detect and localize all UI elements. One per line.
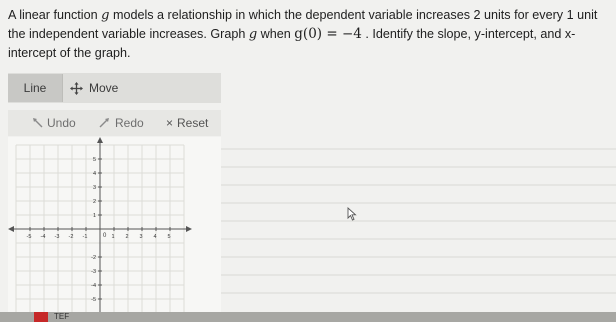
undo-label: Undo (47, 116, 76, 130)
y-tick-label: -2 (91, 255, 96, 261)
function-name-g: g (101, 8, 110, 23)
x-tick-label: 1 (111, 234, 115, 240)
x-tick-label: -5 (26, 234, 32, 240)
y-tick-label: 3 (92, 185, 96, 191)
y-tick-label: 5 (92, 157, 96, 163)
y-tick-label: -3 (91, 269, 96, 275)
bottom-taskbar (0, 312, 616, 322)
y-tick-label: 2 (92, 199, 96, 205)
move-tool-button[interactable] (70, 74, 118, 102)
x-tick-label: 5 (167, 234, 171, 240)
bottom-text: TEF (54, 312, 70, 321)
mouse-pointer-icon (347, 207, 357, 221)
y-tick-label: 1 (92, 213, 96, 219)
y-axis-arrow-up (97, 137, 103, 143)
function-name-g-2: g (248, 27, 258, 42)
reset-x-icon: × (166, 116, 174, 130)
redo-arrow-icon (99, 118, 111, 128)
undo-arrow-icon (31, 118, 43, 128)
line-tool-label: Line (23, 81, 47, 95)
question-part-4: . Identify the slope, y-intercept, and x-intercept of the graph. (8, 27, 576, 60)
x-tick-label: 2 (125, 234, 129, 240)
redo-label: Redo (115, 116, 144, 130)
y-tick-label: 4 (92, 171, 96, 177)
question-part-2: models a relationship in which the dependent variable increases 2 units for every 1 unit the independent variable increases. Graph (8, 8, 598, 41)
x-tick-label: 3 (139, 234, 143, 240)
x-axis-arrow-left (8, 226, 14, 232)
question-text (8, 6, 606, 62)
coordinate-grid[interactable] (8, 137, 221, 322)
initial-condition: g(0) = −4 (294, 26, 362, 42)
redo-button[interactable] (99, 115, 144, 131)
x-tick-label: -1 (82, 234, 88, 240)
y-tick-label: -4 (91, 283, 96, 289)
x-tick-label: -3 (54, 234, 60, 240)
question-part-1: A linear function (8, 8, 102, 22)
question-part-3: when (257, 27, 295, 41)
x-axis-arrow-right (186, 226, 192, 232)
bottom-red-chip (34, 312, 48, 322)
move-tool-label: Move (89, 81, 119, 95)
line-tool-button[interactable] (8, 74, 63, 102)
reset-button[interactable] (166, 115, 208, 131)
reset-label: Reset (177, 116, 209, 130)
x-tick-label: 4 (153, 234, 157, 240)
origin-label: 0 (103, 233, 107, 239)
y-tick-label: -5 (91, 297, 96, 303)
x-tick-label: -4 (40, 234, 46, 240)
answer-area-lines (221, 137, 616, 312)
move-arrows-icon (70, 82, 83, 95)
undo-button[interactable] (31, 115, 76, 131)
x-tick-label: -2 (68, 234, 74, 240)
